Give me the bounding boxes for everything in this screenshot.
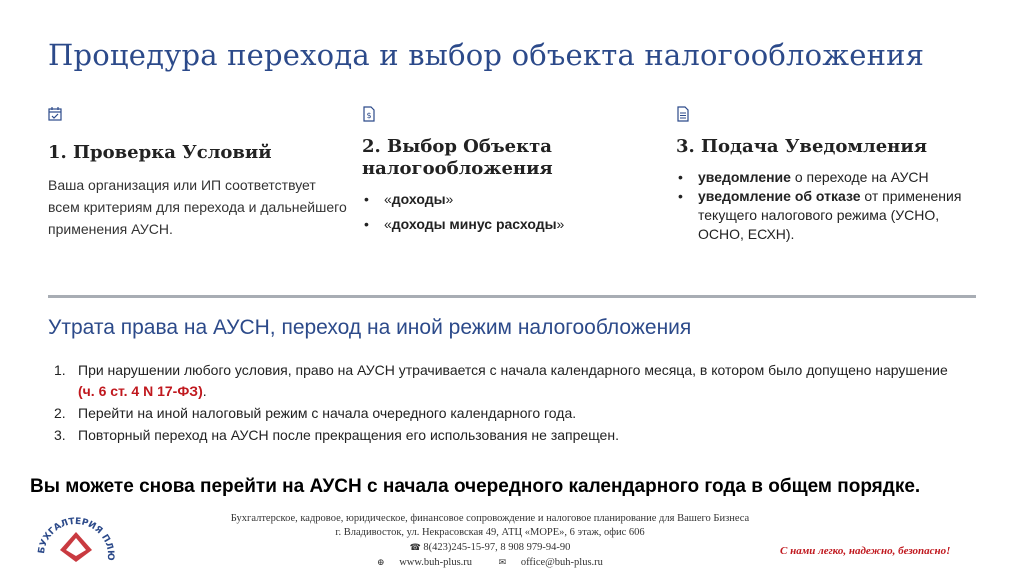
footer-description: Бухгалтерское, кадровое, юридическое, финансовое сопровождение и налоговое планирование для Вашего Бизнеса xyxy=(230,513,750,524)
company-slogan: С нами легко, надежно, безопасно! xyxy=(780,545,951,557)
list-item: • уведомление об отказе от применения текущего налогового режима (УСНО, ОСНО, ЕСХН). xyxy=(676,187,976,244)
page-title: Процедура перехода и выбор объекта налогообложения xyxy=(48,38,925,72)
highlight-note: Вы можете снова перейти на АУСН с начала очередного календарного года в общем порядке. xyxy=(30,476,921,497)
notice-list xyxy=(676,168,976,244)
company-logo xyxy=(34,506,118,570)
object-options-list xyxy=(362,190,662,234)
step-submit-notice xyxy=(676,106,976,244)
document-dollar-icon xyxy=(362,106,376,122)
step-check-conditions xyxy=(48,106,348,240)
list-item: 3. Повторный переход на АУСН после прекращения его использования не запрещен. xyxy=(54,427,619,443)
email-link[interactable]: office@buh-plus.ru xyxy=(520,557,603,568)
law-reference: (ч. 6 ст. 4 N 17-ФЗ) xyxy=(78,383,203,399)
footer-address: г. Владивосток, ул. Некрасовская 49, АТЦ «МОРЕ», 6 этаж, офис 606 xyxy=(335,527,645,538)
section-divider xyxy=(48,295,976,298)
step-text: Ваша организация или ИП соответствует всем критериям для перехода и дальнейшего применения АУСН. xyxy=(48,177,347,237)
globe-icon: ⊕ xyxy=(377,557,385,567)
calendar-check-icon xyxy=(48,106,62,122)
website-link[interactable]: www.buh-plus.ru xyxy=(399,557,473,568)
rules-list xyxy=(48,360,948,447)
list-item: • «доходы» xyxy=(362,190,662,209)
section-title: Утрата права на АУСН, переход на иной режим налогообложения xyxy=(48,316,692,339)
list-item: • «доходы минус расходы» xyxy=(362,215,662,234)
document-lines-icon xyxy=(676,106,690,122)
phone-icon: ☎ xyxy=(409,542,421,552)
svg-text:$: $ xyxy=(366,111,372,120)
step-heading: 1. Проверка Условий xyxy=(48,142,272,163)
list-item: 1. При нарушении любого условия, право на АУСН утрачивается с начала календарного месяца, в котором было допущено нарушение (ч. 6 ст. 4 N 17-ФЗ). xyxy=(54,362,948,399)
step-choose-object xyxy=(362,106,662,240)
list-item: • уведомление о переходе на АУСН xyxy=(676,168,976,187)
step-heading: 3. Подача Уведомления xyxy=(676,136,927,157)
mail-icon: ✉ xyxy=(498,557,507,567)
svg-text:БУХГАЛТЕРИЯ ПЛЮС: БУХГАЛТЕРИЯ ПЛЮ xyxy=(36,516,116,561)
footer-contacts xyxy=(210,512,770,570)
footer-phone: ☎ 8(423)245-15-97, 8 908 979-94-90 xyxy=(409,542,571,553)
list-item: 2. Перейти на иной налоговый режим с начала очередного календарного года. xyxy=(54,405,577,421)
footer-web-mail xyxy=(210,555,770,570)
step-heading: 2. Выбор Объекта налогообложения xyxy=(362,136,553,179)
